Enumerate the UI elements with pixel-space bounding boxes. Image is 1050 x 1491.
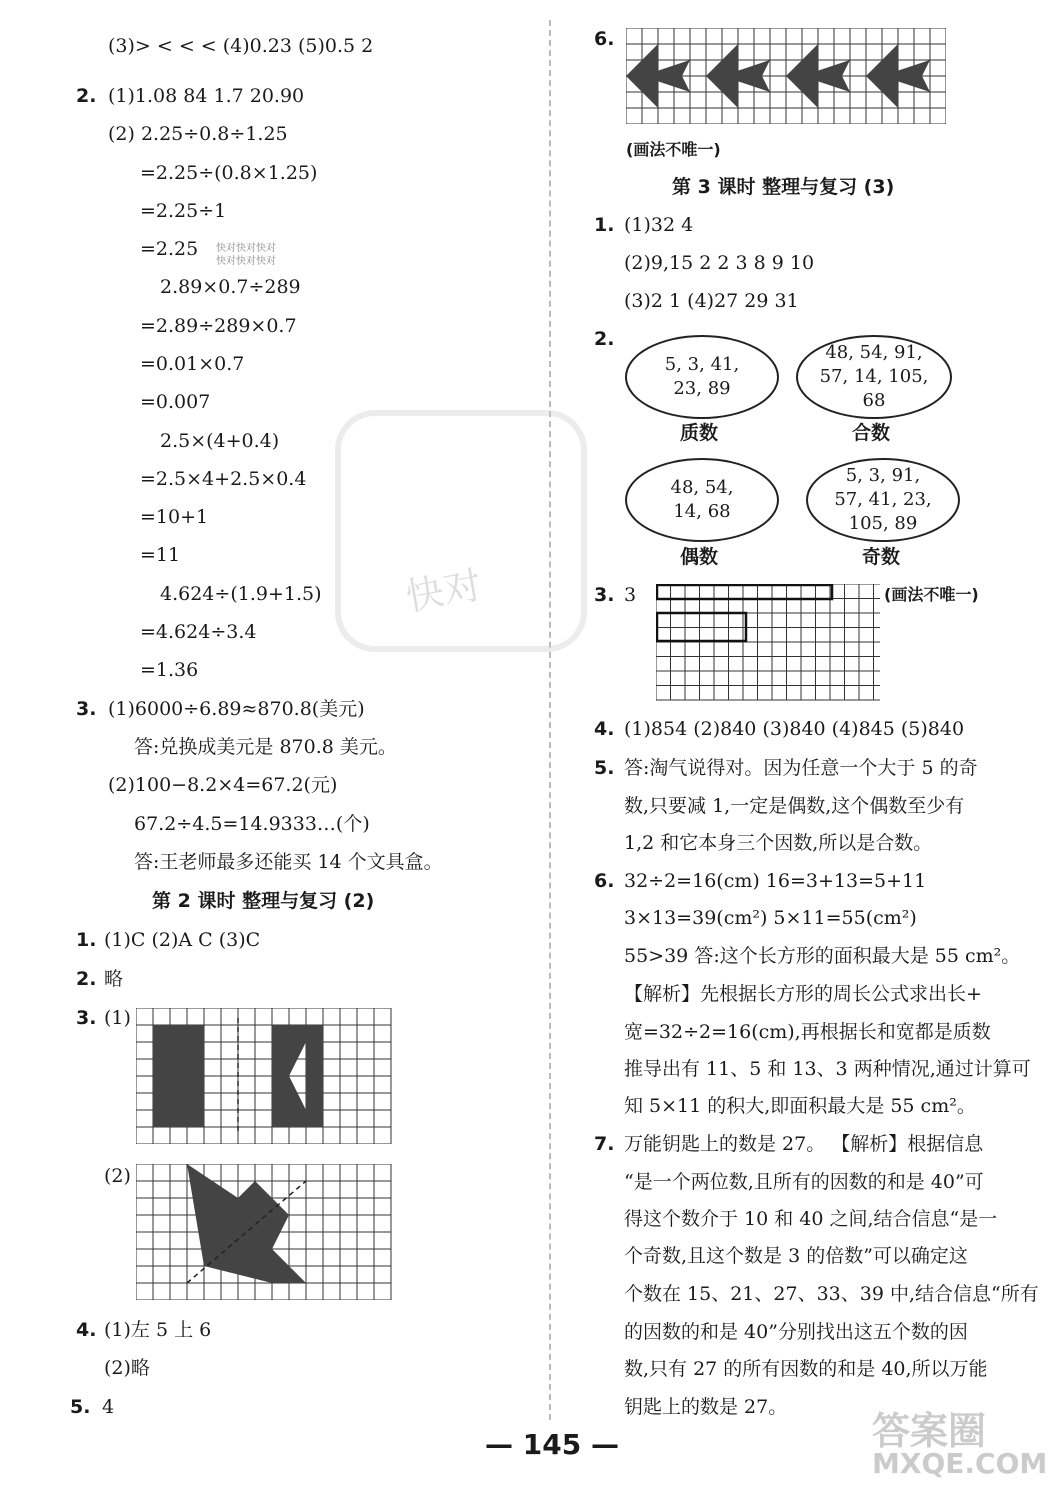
caption: 奇数 <box>862 546 901 568</box>
site-url: MXQE.COM <box>872 1447 1048 1480</box>
note: (画法不唯一) <box>626 140 721 159</box>
answer-line: 4.624÷(1.9+1.5) <box>160 583 322 605</box>
rect-answer-1 <box>657 585 832 599</box>
note: (画法不唯一) <box>884 585 979 604</box>
column-divider <box>549 20 551 1420</box>
answer-line: =11 <box>140 544 181 566</box>
grid-rotated-shape <box>187 1164 306 1283</box>
question-number: 5. <box>70 1396 91 1418</box>
composite-ellipse: 48, 54, 91, 57, 14, 105, 68 <box>796 335 952 419</box>
answer-line: 4 <box>102 1396 115 1418</box>
answer-line: 1,2 和它本身三个因数,所以是合数。 <box>624 832 933 854</box>
section-title: 第 2 课时 整理与复习 (2) <box>152 890 375 912</box>
answer-line: 2.89×0.7÷289 <box>160 276 301 298</box>
question-number: 4. <box>594 718 615 740</box>
analysis-line: “是一个两位数,且所有的因数的和是 40”可 <box>624 1171 984 1193</box>
site-logo: 答案圈 <box>872 1408 987 1453</box>
prime-ellipse: 5, 3, 41, 23, 89 <box>625 335 779 419</box>
analysis-line: 钥匙上的数是 27。 <box>624 1396 788 1418</box>
answer-line: (1)1.08 84 1.7 20.90 <box>108 85 305 107</box>
answer-line: (3)2 1 (4)27 29 31 <box>624 290 799 312</box>
analysis-line: 【解析】先根据长方形的周长公式求出长+ <box>624 983 982 1005</box>
pattern-grid <box>626 28 946 124</box>
answer-line: 32÷2=16(cm) 16=3+13=5+11 <box>624 870 927 892</box>
answer-line: (2)100−8.2×4=67.2(元) <box>108 774 338 796</box>
question-number: 6. <box>594 28 615 50</box>
answer-line: 55>39 答:这个长方形的面积最大是 55 cm²。 <box>624 945 1021 967</box>
analysis-line: 个数在 15、21、27、33、39 中,结合信息“所有 <box>624 1283 1039 1305</box>
answer-line: (2) 2.25÷0.8÷1.25 <box>108 123 288 145</box>
question-number: 3. <box>594 584 615 606</box>
question-number: 2. <box>76 85 97 107</box>
caption: 偶数 <box>680 546 719 568</box>
question-number: 2. <box>76 968 97 990</box>
question-number: 7. <box>594 1133 615 1155</box>
section-title: 第 3 课时 整理与复习 (3) <box>672 176 895 198</box>
question-number: 1. <box>76 929 97 951</box>
answer-line: =1.36 <box>140 659 199 681</box>
small-watermark: 快对快对快对 快对快对快对 <box>216 243 276 267</box>
answer-line: =2.25÷(0.8×1.25) <box>140 162 318 184</box>
odd-ellipse: 5, 3, 91, 57, 41, 23, 105, 89 <box>806 458 960 542</box>
answer-line: 3×13=39(cm²) 5×11=55(cm²) <box>624 907 917 929</box>
analysis-line: 宽=32÷2=16(cm),再根据长和宽都是质数 <box>624 1021 991 1043</box>
answer-line: =0.007 <box>140 391 211 413</box>
analysis-line: 数,只有 27 的所有因数的和是 40,所以万能 <box>624 1358 988 1380</box>
caption: 合数 <box>852 422 891 444</box>
question-number: 4. <box>76 1319 97 1341</box>
rotation-grid-2 <box>136 1164 392 1300</box>
symmetry-grid-1 <box>136 1008 392 1144</box>
analysis-line: 推导出有 11、5 和 13、3 两种情况,通过计算可 <box>624 1058 1031 1080</box>
caption: 质数 <box>680 422 719 444</box>
answer-line: (1) <box>104 1007 131 1029</box>
question-number: 6. <box>594 870 615 892</box>
question-number: 3. <box>76 1007 97 1029</box>
rectangle-grid <box>656 584 880 702</box>
answer-line: 答:兑换成美元是 870.8 美元。 <box>134 736 397 758</box>
answer-line: (1)6000÷6.89≈870.8(美元) <box>108 698 365 720</box>
answer-line: (1)32 4 <box>624 214 694 236</box>
answer-line: =2.89÷289×0.7 <box>140 315 297 337</box>
question-number: 2. <box>594 328 615 350</box>
answer-line: =2.25 <box>140 238 199 260</box>
answer-line: (2) <box>104 1165 131 1187</box>
answer-line: 万能钥匙上的数是 27。 【解析】根据信息 <box>624 1133 984 1155</box>
question-number: 5. <box>594 757 615 779</box>
answer-line: 略 <box>104 968 124 990</box>
answer-line: =0.01×0.7 <box>140 353 245 375</box>
answer-line: 2.5×(4+0.4) <box>160 430 280 452</box>
answer-line: =4.624÷3.4 <box>140 621 257 643</box>
answer-line: 3 <box>624 584 637 606</box>
answer-line: 数,只要减 1,一定是偶数,这个偶数至少有 <box>624 795 965 817</box>
analysis-line: 的因数的和是 40”分别找出这五个数的因 <box>624 1321 968 1343</box>
answer-line: (2)略 <box>104 1357 150 1379</box>
answer-line: 67.2÷4.5=14.9333…(个) <box>134 813 370 835</box>
question-number: 3. <box>76 698 97 720</box>
answer-line: (1)C (2)A C (3)C <box>104 929 261 951</box>
even-ellipse: 48, 54, 14, 68 <box>625 458 779 542</box>
watermark-frame <box>335 410 587 652</box>
question-number: 1. <box>594 214 615 236</box>
answer-line: =2.5×4+2.5×0.4 <box>140 468 307 490</box>
analysis-line: 得这个数介于 10 和 40 之间,结合信息“是一 <box>624 1208 998 1230</box>
answer-line: 答:王老师最多还能买 14 个文具盒。 <box>134 851 443 873</box>
answer-line: =10+1 <box>140 506 209 528</box>
answer-line: (3)> < < < (4)0.23 (5)0.5 2 <box>108 35 374 57</box>
answer-line: (1)854 (2)840 (3)840 (4)845 (5)840 <box>624 718 965 740</box>
answer-line: (2)9,15 2 2 3 8 9 10 <box>624 252 815 274</box>
watermark-text: 快对 <box>402 562 485 620</box>
page-number: — 145 — <box>485 1428 619 1461</box>
answer-line: (1)左 5 上 6 <box>104 1319 212 1341</box>
analysis-line: 个奇数,且这个数是 3 的倍数”可以确定这 <box>624 1245 968 1267</box>
analysis-line: 知 5×11 的积大,即面积最大是 55 cm²。 <box>624 1095 976 1117</box>
answer-line: 答:淘气说得对。因为任意一个大于 5 的奇 <box>624 757 978 779</box>
answer-line: =2.25÷1 <box>140 200 227 222</box>
